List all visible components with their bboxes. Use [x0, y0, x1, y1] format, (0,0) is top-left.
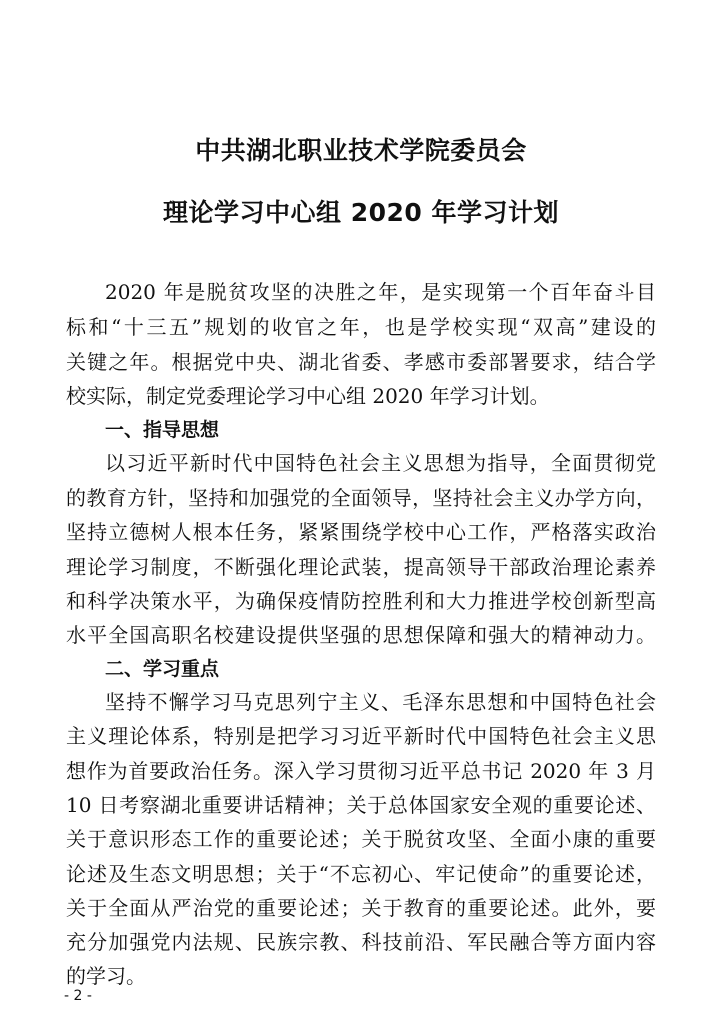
page-number: - 2 - — [64, 988, 92, 1004]
intro-line: 标和“十三五”规划的收官之年，也是学校实现“双高”建设的 — [66, 315, 656, 339]
intro-line: 校实际，制定党委理论学习中心组 2020 年学习计划。 — [66, 384, 550, 408]
paragraph-line: 以习近平新时代中国特色社会主义思想为指导，全面贯彻党 — [105, 451, 656, 475]
section-heading-guiding-ideology: 一、指导思想 — [105, 419, 220, 441]
document-title-line-1: 中共湖北职业技术学院委员会 — [195, 136, 527, 165]
paragraph-line: 关于全面从严治党的重要论述；关于教育的重要论述。此外，要 — [66, 896, 656, 920]
paragraph-line: 主义理论体系，特别是把学习习近平新时代中国特色社会主义思 — [66, 724, 656, 748]
paragraph-line: 的教育方针，坚持和加强党的全面领导，坚持社会主义办学方向， — [66, 486, 656, 510]
section-heading-study-focus: 二、学习重点 — [105, 658, 220, 680]
intro-line: 关键之年。根据党中央、湖北省委、孝感市委部署要求，结合学 — [66, 350, 656, 374]
paragraph-line: 水平全国高职名校建设提供坚强的思想保障和强大的精神动力。 — [66, 623, 656, 647]
document-title-line-2: 理论学习中心组 2020 年学习计划 — [163, 198, 559, 227]
paragraph-line: 的学习。 — [66, 964, 146, 988]
paragraph-line: 关于意识形态工作的重要论述；关于脱贫攻坚、全面小康的重要 — [66, 827, 656, 851]
paragraph-line: 想作为首要政治任务。深入学习贯彻习近平总书记 2020 年 3 月 — [66, 759, 656, 783]
paragraph-line: 论述及生态文明思想；关于“不忘初心、牢记使命”的重要论述， — [66, 862, 656, 886]
paragraph-line: 10 日考察湖北重要讲话精神；关于总体国家安全观的重要论述、 — [66, 793, 656, 817]
paragraph-line: 理论学习制度，不断强化理论武装，提高领导干部政治理论素养 — [66, 555, 656, 579]
paragraph-line: 充分加强党内法规、民族宗教、科技前沿、军民融合等方面内容 — [66, 930, 656, 954]
paragraph-line: 和科学决策水平，为确保疫情防控胜利和大力推进学校创新型高 — [66, 589, 656, 613]
intro-line: 2020 年是脱贫攻坚的决胜之年，是实现第一个百年奋斗目 — [105, 280, 656, 304]
paragraph-line: 坚持立德树人根本任务，紧紧围绕学校中心工作，严格落实政治 — [66, 520, 656, 544]
paragraph-line: 坚持不懈学习马克思列宁主义、毛泽东思想和中国特色社会 — [105, 690, 656, 714]
